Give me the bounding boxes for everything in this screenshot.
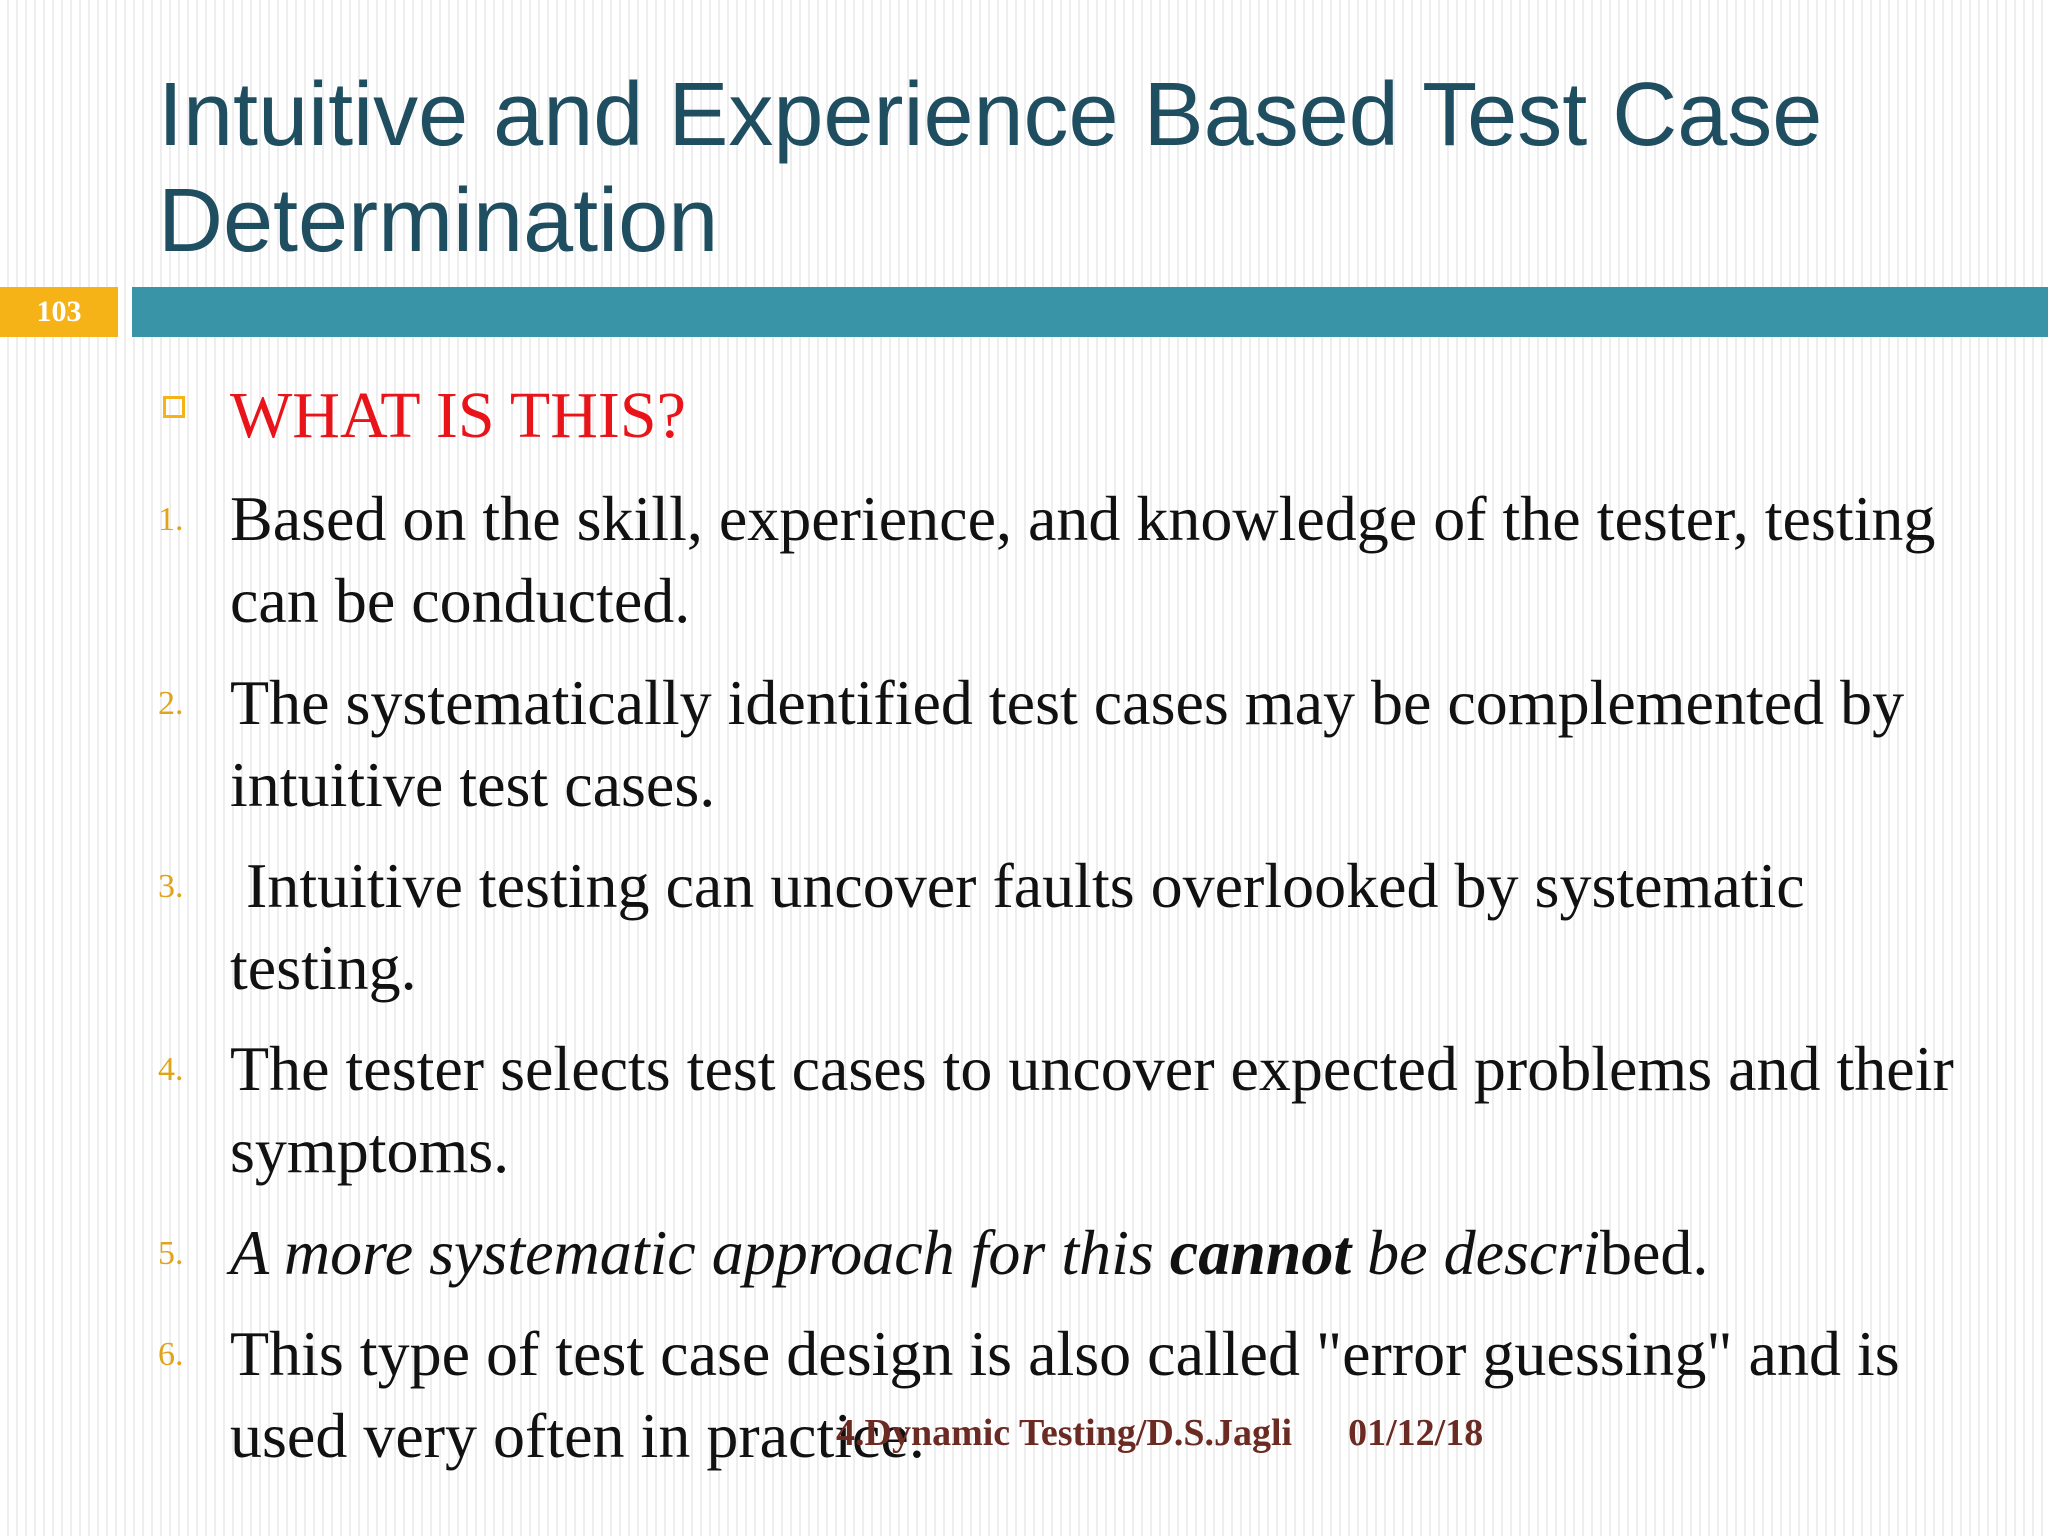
- item-number: 3.: [158, 868, 184, 905]
- list-item: [158, 845, 1958, 1009]
- item-text-part: A more systematic approach for this: [230, 1217, 1170, 1288]
- item-text: The systematically identified test cases may be complemented by intuitive test cases.: [230, 667, 1905, 820]
- slide-number-badge: 103: [0, 287, 118, 337]
- item-text-part: bed.: [1599, 1217, 1709, 1288]
- item-number: 1.: [158, 501, 184, 538]
- footer-date: 01/12/18: [1348, 1412, 1484, 1454]
- item-text-part: be descri: [1351, 1217, 1600, 1288]
- item-number: 5.: [158, 1235, 184, 1272]
- slide-footer: [836, 1410, 1483, 1456]
- footer-source: 4.Dynamic Testing/D.S.Jagli: [836, 1412, 1293, 1454]
- item-text: Based on the skill, experience, and knowledge of the tester, testing can be conducted.: [230, 483, 1936, 636]
- slide-title: Intuitive and Experience Based Test Case Determination: [158, 65, 1823, 271]
- emphasis-word: cannot: [1169, 1217, 1352, 1288]
- title-divider-bar: [132, 287, 2048, 337]
- item-number: 4.: [158, 1051, 184, 1088]
- list-item: [158, 478, 1958, 642]
- list-item: [158, 1028, 1958, 1192]
- square-bullet-icon: [163, 396, 185, 418]
- item-number: 6.: [158, 1336, 184, 1373]
- item-text: [230, 1212, 1958, 1294]
- heading-text: WHAT IS THIS?: [230, 379, 686, 452]
- item-text: The tester selects test cases to uncover expected problems and their symptoms.: [230, 1033, 1954, 1186]
- item-number: 2.: [158, 685, 184, 722]
- item-text: Intuitive testing can uncover faults overlooked by systematic testing.: [230, 850, 1821, 1003]
- list-item: [158, 662, 1958, 826]
- list-item: [158, 1212, 1958, 1294]
- item-text: This type of test case design is also called "error guessing" and is used very often in practice.: [230, 1318, 1900, 1471]
